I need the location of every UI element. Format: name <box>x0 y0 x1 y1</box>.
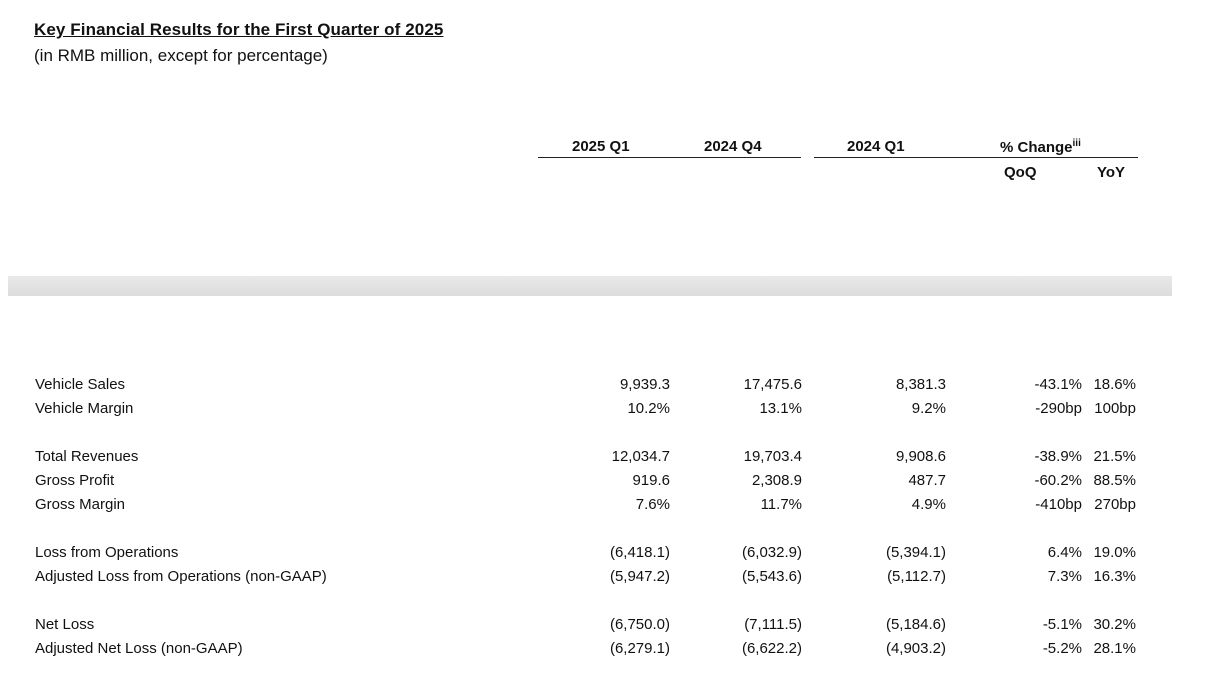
row-label: Adjusted Loss from Operations (non-GAAP) <box>35 568 327 585</box>
value-2025-q1: 7.6% <box>635 496 670 513</box>
row-label: Vehicle Margin <box>35 400 134 417</box>
value-2025-q1: (6,750.0) <box>609 616 670 633</box>
value-yoy: 18.6% <box>1093 376 1136 393</box>
value-qoq: 7.3% <box>1047 568 1082 585</box>
value-2024-q1: 487.7 <box>908 472 946 489</box>
section-band <box>8 276 1172 296</box>
value-2024-q1: (5,112.7) <box>887 568 946 585</box>
row-label: Gross Margin <box>35 496 126 513</box>
header-2024-q4: 2024 Q4 <box>704 138 762 155</box>
table-row <box>0 448 1216 470</box>
row-label: Vehicle Sales <box>35 376 126 393</box>
value-2024-q4: 2,308.9 <box>751 472 802 489</box>
table-row <box>0 568 1216 590</box>
row-label: Total Revenues <box>35 448 139 465</box>
value-2025-q1: (5,947.2) <box>609 568 670 585</box>
header-rule-current <box>538 157 801 158</box>
value-2025-q1: 919.6 <box>632 472 670 489</box>
table-row <box>0 400 1216 422</box>
page-subtitle: (in RMB million, except for percentage) <box>34 46 328 65</box>
value-qoq: -38.9% <box>1034 448 1082 465</box>
value-2024-q4: 19,703.4 <box>743 448 802 465</box>
value-2024-q4: (6,032.9) <box>741 544 802 561</box>
value-2025-q1: (6,279.1) <box>609 640 670 657</box>
header-yoy: YoY <box>1097 164 1126 181</box>
value-2024-q4: 13.1% <box>759 400 802 417</box>
row-label: Net Loss <box>35 616 95 633</box>
page-title: Key Financial Results for the First Quarter of 2025 <box>34 20 444 39</box>
value-yoy: 16.3% <box>1093 568 1136 585</box>
value-yoy: 21.5% <box>1093 448 1136 465</box>
value-2024-q1: (4,903.2) <box>885 640 946 657</box>
value-2024-q1: 4.9% <box>911 496 946 513</box>
value-yoy: 30.2% <box>1093 616 1136 633</box>
value-2024-q4: (7,111.5) <box>744 616 802 633</box>
value-qoq: -410bp <box>1035 496 1082 513</box>
value-2024-q4: (5,543.6) <box>741 568 802 585</box>
value-2024-q1: 9.2% <box>911 400 946 417</box>
header-percent-change-label: % Change <box>1000 139 1073 156</box>
table-row <box>0 496 1216 518</box>
header-rule-prior <box>814 157 1138 158</box>
footnote-marker: iii <box>1072 138 1081 149</box>
table-row <box>0 616 1216 638</box>
row-label: Loss from Operations <box>35 544 179 561</box>
value-2024-q4: 17,475.6 <box>743 376 802 393</box>
value-2024-q1: 9,908.6 <box>895 448 946 465</box>
header-percent-change <box>1000 138 1081 156</box>
table-row <box>0 376 1216 398</box>
table-row <box>0 544 1216 566</box>
value-qoq: -43.1% <box>1034 376 1082 393</box>
value-yoy: 88.5% <box>1093 472 1136 489</box>
value-qoq: -5.2% <box>1042 640 1082 657</box>
table-row <box>0 472 1216 494</box>
value-2025-q1: 9,939.3 <box>619 376 670 393</box>
row-label: Adjusted Net Loss (non-GAAP) <box>35 640 243 657</box>
header-qoq: QoQ <box>1004 164 1037 181</box>
table-row <box>0 640 1216 662</box>
value-2024-q1: (5,184.6) <box>885 616 946 633</box>
value-2024-q1: (5,394.1) <box>885 544 946 561</box>
value-yoy: 19.0% <box>1093 544 1136 561</box>
value-2024-q4: (6,622.2) <box>741 640 802 657</box>
value-yoy: 100bp <box>1094 400 1136 417</box>
value-yoy: 270bp <box>1094 496 1136 513</box>
value-qoq: 6.4% <box>1047 544 1082 561</box>
header-2024-q1: 2024 Q1 <box>847 138 905 155</box>
header-2025-q1: 2025 Q1 <box>572 138 630 155</box>
row-label: Gross Profit <box>35 472 115 489</box>
value-qoq: -290bp <box>1035 400 1082 417</box>
value-qoq: -60.2% <box>1034 472 1082 489</box>
value-yoy: 28.1% <box>1093 640 1136 657</box>
value-2025-q1: 12,034.7 <box>611 448 670 465</box>
value-2024-q4: 11.7% <box>760 496 802 513</box>
value-2025-q1: 10.2% <box>627 400 670 417</box>
value-2025-q1: (6,418.1) <box>609 544 670 561</box>
value-2024-q1: 8,381.3 <box>895 376 946 393</box>
value-qoq: -5.1% <box>1042 616 1082 633</box>
